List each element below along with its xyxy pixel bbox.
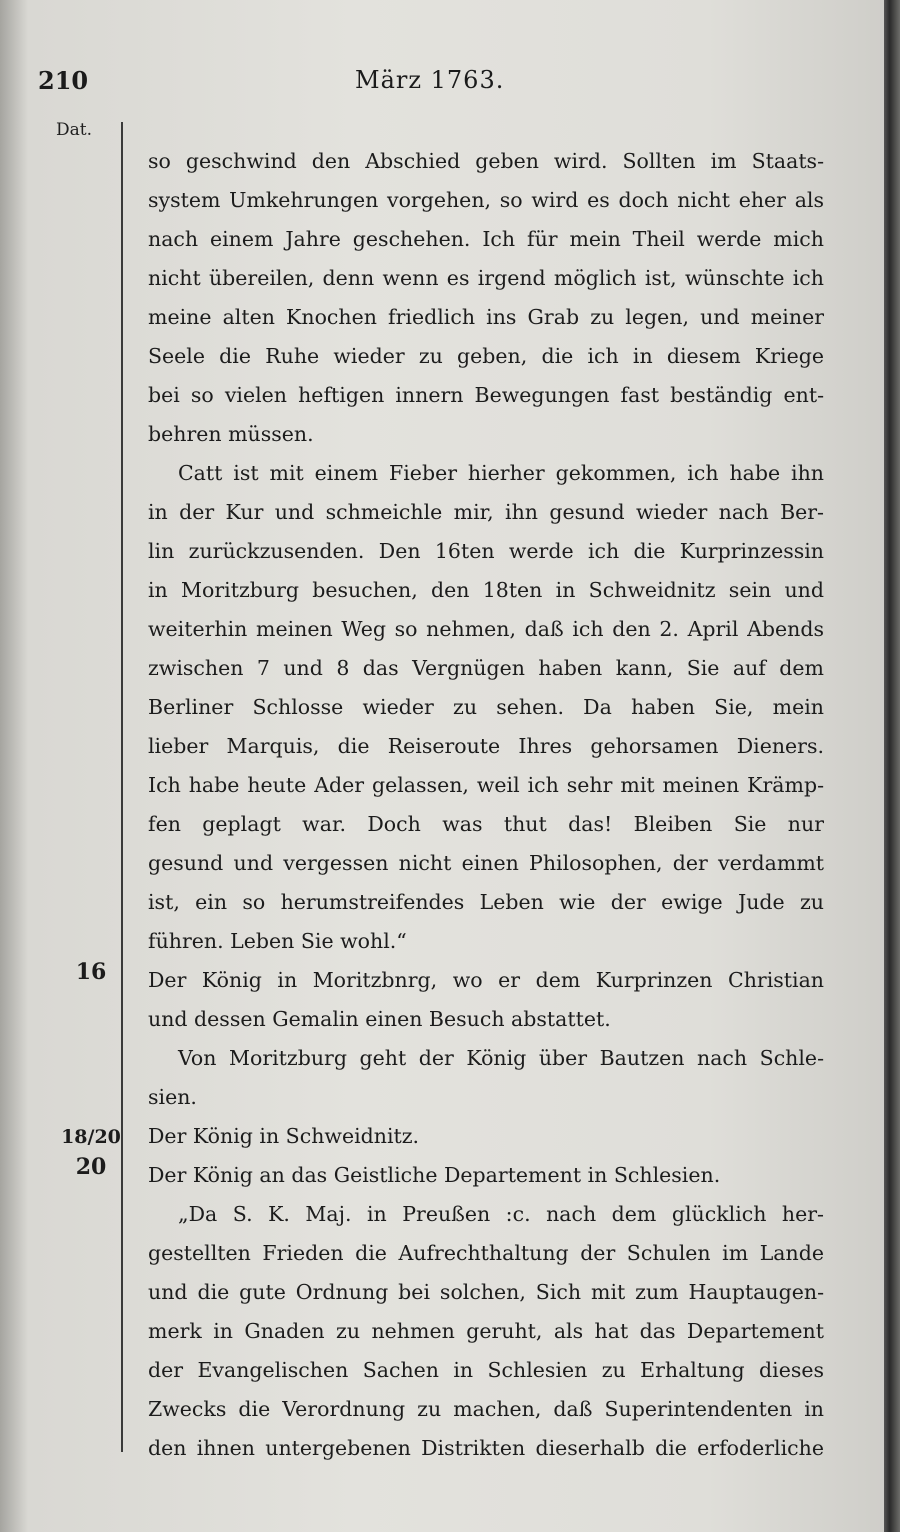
text-line: der Evangelischen Sachen in Schlesien zu Erhaltung dieses [148,1358,824,1382]
text-line: ist, ein so herumstreifendes Leben wie der ewige Jude zu [148,890,824,914]
text-line: Von Moritzburg geht der König über Bautzen nach Schle- [178,1046,824,1070]
date-marker: 20 [75,1154,107,1180]
text-line: nach einem Jahre geschehen. Ich für mein Theil werde mich [148,227,824,251]
text-line: Ich habe heute Ader gelassen, weil ich sehr mit meinen Krämp- [148,773,824,797]
text-line: Seele die Ruhe wieder zu geben, die ich in diesem Kriege [148,344,824,368]
margin-rule [121,122,123,1452]
text-line: den ihnen untergebenen Distrikten dieserhalb die erfoderliche [148,1436,824,1460]
text-line: sien. [148,1085,197,1109]
page-edge [884,0,900,1532]
text-line: zwischen 7 und 8 das Vergnügen haben kann, Sie auf dem [148,656,824,680]
date-marker: 18/20 [61,1126,121,1148]
date-column-label: Dat. [56,120,93,140]
text-line: lin zurückzusenden. Den 16ten werde ich die Kurprinzessin [148,539,824,563]
text-line: meine alten Knochen friedlich ins Grab zu legen, und meiner [148,305,824,329]
text-line: gesund und vergessen nicht einen Philosophen, der verdammt [148,851,824,875]
text-line: system Umkehrungen vorgehen, so wird es doch nicht eher als [148,188,824,212]
date-marker: 16 [75,959,107,985]
text-line: lieber Marquis, die Reiseroute Ihres gehorsamen Dieners. [148,734,824,758]
text-line: merk in Gnaden zu nehmen geruht, als hat das Departement [148,1319,824,1343]
text-line: Catt ist mit einem Fieber hierher gekommen, ich habe ihn [178,461,824,485]
text-line: in der Kur und schmeichle mir, ihn gesund wieder nach Ber- [148,500,824,524]
text-line: nicht übereilen, denn wenn es irgend möglich ist, wünschte ich [148,266,824,290]
text-line: weiterhin meinen Weg so nehmen, daß ich den 2. April Abends [148,617,824,641]
text-line: Berliner Schlosse wieder zu sehen. Da haben Sie, mein [148,695,824,719]
text-line: Der König in Schweidnitz. [148,1124,420,1148]
text-line: Der König in Moritzbnrg, wo er dem Kurprinzen Christian [148,968,824,992]
text-line: so geschwind den Abschied geben wird. Sollten im Staats- [148,149,824,173]
text-line: führen. Leben Sie wohl.“ [148,929,407,953]
text-line: Der König an das Geistliche Departement in Schlesien. [148,1163,721,1187]
text-line: und die gute Ordnung bei solchen, Sich mit zum Hauptaugen- [148,1280,824,1304]
text-line: in Moritzburg besuchen, den 18ten in Schweidnitz sein und [148,578,824,602]
page-header [0,62,884,102]
text-line: „Da S. K. Maj. in Preußen :c. nach dem glücklich her- [178,1202,824,1226]
text-line: und dessen Gemalin einen Besuch abstattet. [148,1007,611,1031]
text-line: fen geplagt war. Doch was thut das! Bleiben Sie nur [148,812,824,836]
text-line: bei so vielen heftigen innern Bewegungen fast beständig ent- [148,383,824,407]
text-line: behren müssen. [148,422,314,446]
running-title: März 1763. [355,66,505,94]
page-number: 210 [38,66,89,95]
page-gutter-shadow [0,0,28,1532]
text-line: Zwecks die Verordnung zu machen, daß Superintendenten in [148,1397,824,1421]
text-line: gestellten Frieden die Aufrechthaltung der Schulen im Lande [148,1241,824,1265]
